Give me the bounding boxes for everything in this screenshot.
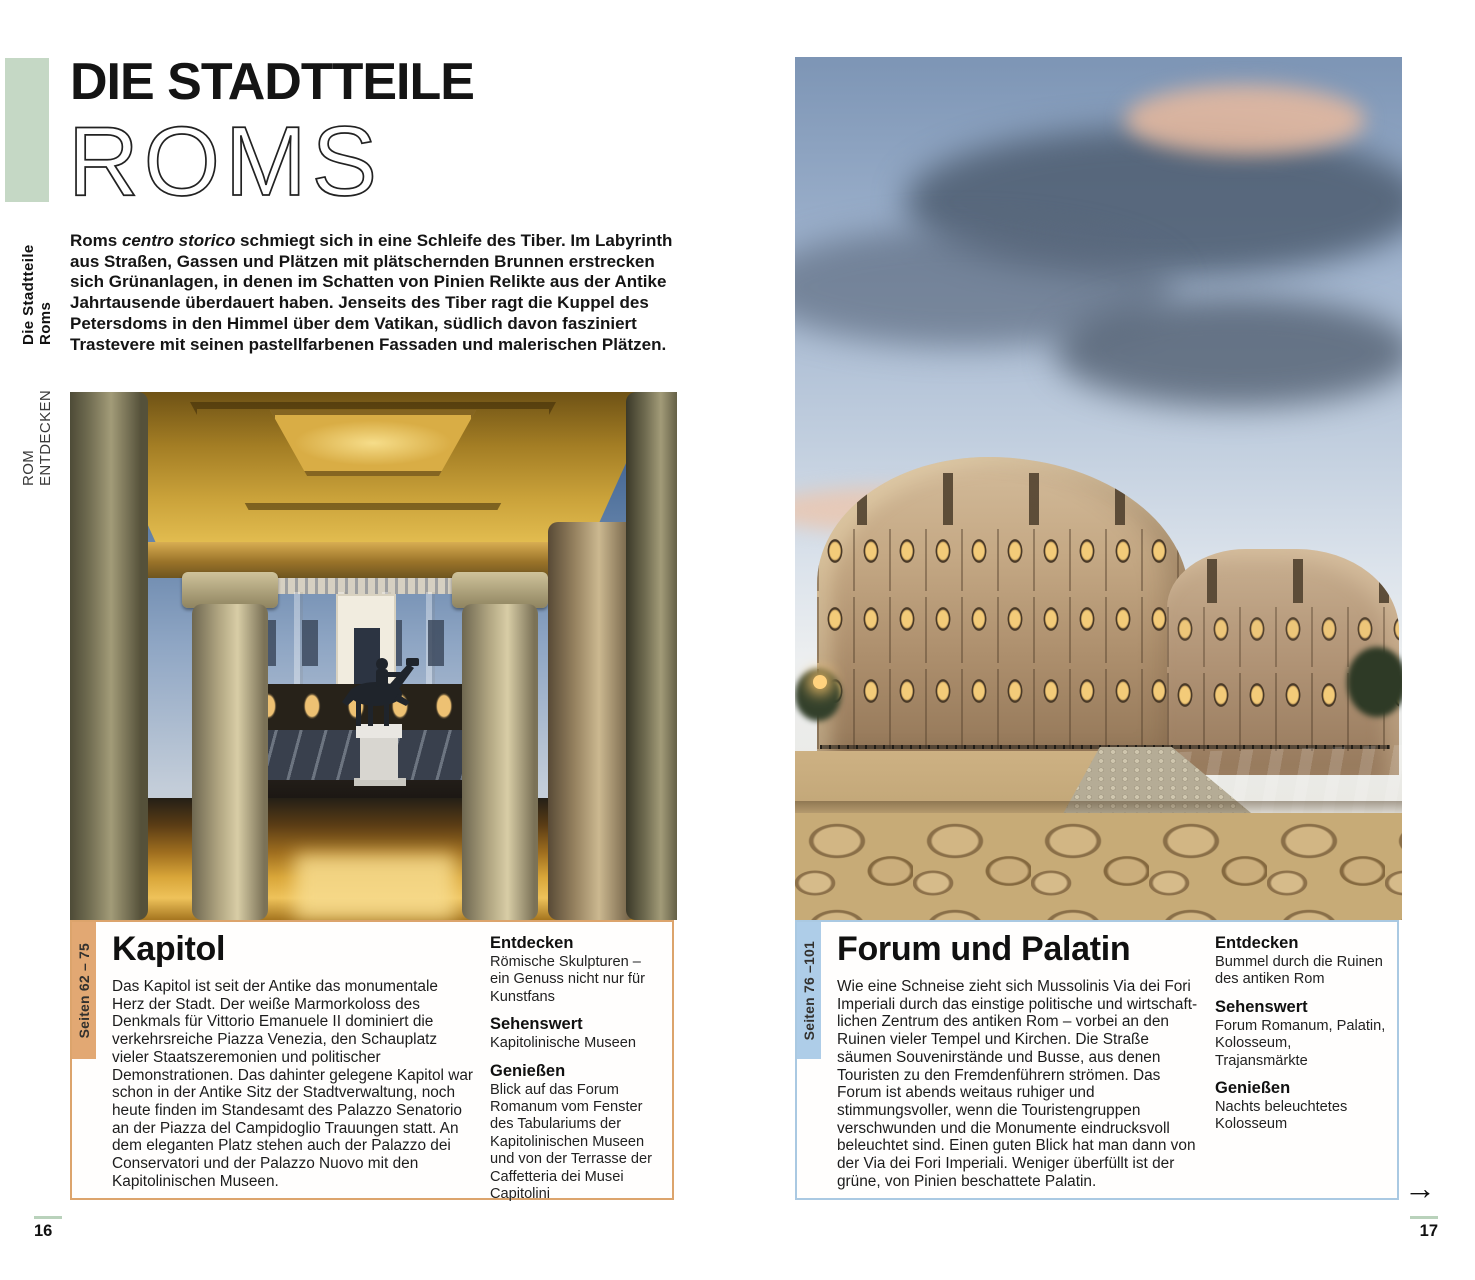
page-title-line1: DIE STADTTEILE — [70, 53, 474, 111]
fact-label: Sehenswert — [1215, 997, 1308, 1016]
tree-silhouette — [1347, 647, 1402, 717]
ionic-capital-right — [452, 572, 548, 608]
fact-text: Römische Skulpturen – ein Genuss nicht nur für Kunstfans — [490, 954, 645, 1005]
fact-label: Genießen — [1215, 1079, 1291, 1098]
section-box-forum — [795, 920, 1399, 1200]
intro-paragraph — [70, 231, 676, 355]
next-page-arrow-icon: → — [1404, 1170, 1436, 1206]
section-body-forum: Wie eine Schneise zieht sich Mussolinis Via dei Fori Imperiali durch das einstige politische und wirtschaftlichen Zentrum des antiken Rom – vorbei an den Ruinen vieler Tempel und Kirchen. Die Straße säumen Souvenirstände und Busse, aus denen Touristen zu den Fremdenführern strömen. Das Forum ist abends weitaus ruhiger und stimmungsvoller, wenn die Touristengruppen verschwunden und die Monumente eindrucksvoll beleuchtet sind. Einen guten Blick hat man dann von der Via dei Fori Imperiali. Weniger überfüllt ist der grüne, von Pinien beschattete Palatin. — [837, 978, 1198, 1190]
spine-green-block — [5, 58, 49, 202]
pages-tab-label: Seiten 76 –101 — [801, 940, 817, 1041]
page-title-line2: ROMS — [68, 106, 382, 216]
colosseum-outer-ring — [817, 457, 1189, 775]
spine-series-label: ROM ENTDECKEN — [20, 389, 54, 486]
spine-label — [20, 206, 54, 486]
facts-column — [490, 934, 662, 1203]
fact-text: Kapitolinische Museen — [490, 1035, 637, 1052]
fact-label: Sehenswert — [490, 1015, 583, 1034]
spine-chapter-label: Die Stadtteile Roms — [20, 244, 54, 346]
pages-tab-kapitol — [72, 922, 96, 1059]
page-number-left: 16 — [34, 1222, 53, 1240]
column-far-right — [626, 392, 677, 920]
intro-rest: schmiegt sich in eine Schleife des Tiber. Im Labyrinth aus Straßen, Gassen und Plätzen mit plätschernden Brunnen erstrecken sich Grünanlagen, in denen im Schatten von Pinien Relikte aus der Antike Jahrtausende überdauert haben. Jenseits des Tiber ragt die Kuppel des Petersdoms in den Himmel über dem Vatikan, südlich davon fasziniert Trastevere mit seinen pastellfarbenen Fassaden und malerischen Plätzen. — [70, 231, 673, 354]
fact-text: Nachts beleuchtetes Kolosseum — [1215, 1099, 1348, 1133]
column-inner-left — [192, 604, 268, 920]
facts-column — [1215, 934, 1387, 1134]
page-number-right: 17 — [1419, 1222, 1438, 1240]
ionic-capital-left — [182, 572, 278, 608]
fact-text: Blick auf das Forum Romanum vom Fenster des Tabulariums der Kapitolinischen Museen und von der Terrasse der Caffetteria dei Musei Capitolini — [490, 1081, 652, 1203]
page-number-rule-right — [1410, 1216, 1438, 1219]
pages-tab-label: Seiten 62 – 75 — [76, 942, 92, 1039]
arch-row-lower — [817, 669, 1189, 749]
fact-text: Forum Romanum, Palatin, Kolosseum, Trajansmärkte — [1215, 1017, 1386, 1069]
ancient-paving-stones — [795, 813, 1402, 920]
arch-row-middle — [817, 597, 1189, 663]
fact-text: Bummel durch die Ruinen des antiken Rom — [1215, 954, 1383, 988]
section-heading-kapitol: Kapitol — [112, 930, 226, 968]
attic-windows — [1167, 559, 1399, 603]
arch-row-upper — [817, 529, 1189, 591]
section-box-kapitol — [70, 920, 674, 1203]
colosseum-photo — [795, 57, 1402, 920]
fact-label: Genießen — [490, 1061, 566, 1080]
equestrian-statue — [320, 632, 430, 792]
fact-label: Entdecken — [1215, 934, 1299, 952]
section-heading-forum: Forum und Palatin — [837, 930, 1131, 968]
pink-cloud — [1125, 85, 1365, 155]
fact-label: Entdecken — [490, 934, 574, 952]
column-far-left — [70, 392, 148, 920]
column-inner-right — [462, 604, 538, 920]
section-body-kapitol: Das Kapitol ist seit der Antike das monumentale Herz der Stadt. Der weiße Marmorkoloss des Denkmals für Vittorio Emanuele II dominiert die verkehrsreiche Piazza Venezia, den Schauplatz vieler Staatszeremonien und politischer Demonstrationen. Das dahinter gelegene Kapitol war schon in der Antike Sitz der Stadtverwaltung, noch heute finden im Standesamt des Palazzo Senatorio an der Piazza del Campidoglio Trauungen statt. An dem eleganten Platz stehen auch der Palazzo dei Conservatori und der Palazzo Nuovo mit den Kapitolinischen Museen. — [112, 978, 474, 1190]
pages-tab-forum — [797, 922, 821, 1059]
street-lamp-glow — [813, 675, 827, 689]
capitol-photo — [70, 392, 677, 920]
intro-italic: centro storico — [121, 231, 236, 250]
dark-cloud — [1055, 297, 1402, 407]
intro-prefix: Roms — [70, 231, 122, 250]
column-right-big — [548, 522, 636, 920]
floor-light-patch — [295, 854, 455, 920]
attic-windows — [817, 473, 1189, 525]
page-number-rule-left — [34, 1216, 62, 1219]
